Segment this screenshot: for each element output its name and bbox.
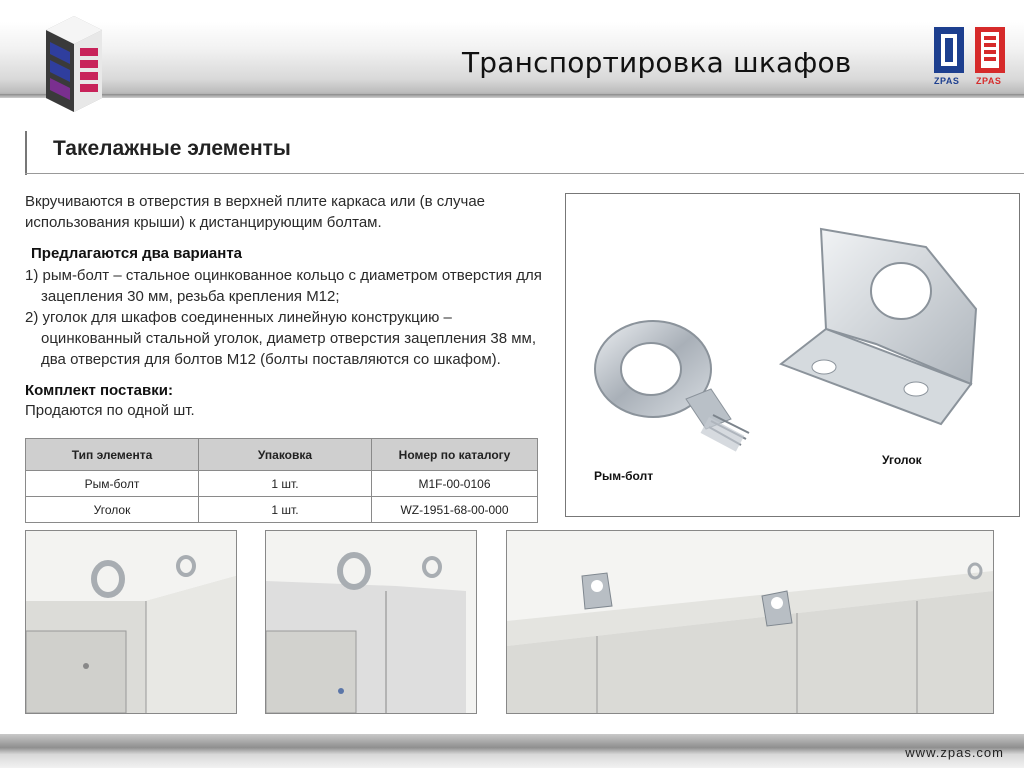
footer-url[interactable]: www.zpas.com [905,745,1004,760]
variant-item: 2) уголок для шкафов соединенных линейную конструкцию – оцинкованный стальной уголок, диаметр отверстия зацепления 38 мм, два отверстия для болтов М12 (болты поставляются со шкафом). [25,309,537,368]
zpas-red-label: ZPAS [976,76,1002,86]
zpas-blue-label: ZPAS [934,76,960,86]
column-header-type: Тип элемента [26,439,199,471]
table-cell: Уголок [26,497,199,523]
zpas-red-logo-icon [974,26,1006,74]
table-cell: M1F-00-0106 [372,471,538,497]
intro-text: Вкручиваются в отверстия в верхней плите каркаса или (в случае использования крыши) к дистанцирующим болтам. [25,193,486,231]
zpas-blue-logo-icon [933,26,965,74]
footer-band [0,734,1024,768]
section-title: Такелажные элементы [53,137,291,160]
cabinet-photo-brackets [506,530,994,714]
column-header-packaging: Упаковка [199,439,372,471]
bracket-image [776,219,991,434]
variants-heading: Предлагаются два варианта [31,245,243,262]
table-cell: 1 шт. [199,497,372,523]
table-row [26,471,538,497]
cube-logo-icon [40,8,108,118]
table-cell: Рым-болт [26,471,199,497]
eyebolt-image [591,309,761,459]
section-rule-bottom [25,173,1024,174]
table-cell: 1 шт. [199,471,372,497]
column-header-catalog-number: Номер по каталогу [372,439,538,471]
product-photo-box [565,193,1020,517]
variants-list [25,265,555,370]
delivery-heading: Комплект поставки: [25,382,173,399]
table-cell: WZ-1951-68-00-000 [372,497,538,523]
section-rule-left [25,131,27,175]
eyebolt-caption: Рым-болт [594,469,654,483]
zpas-logos [930,26,1010,88]
page-title: Транспортировка шкафов [462,46,852,79]
variant-item: 1) рым-болт – стальное оцинкованное кольцо с диаметром отверстия для зацепления 30 мм, резьба крепления М12; [25,267,542,305]
delivery-text: Продаются по одной шт. [25,402,195,419]
cabinet-photo-eyebolts [25,530,237,714]
table-header-row [26,439,538,471]
catalog-table [25,438,538,523]
cabinet-photo-eyebolts-2 [265,530,477,714]
table-row [26,497,538,523]
header [0,0,1024,100]
bracket-caption: Уголок [882,453,922,467]
